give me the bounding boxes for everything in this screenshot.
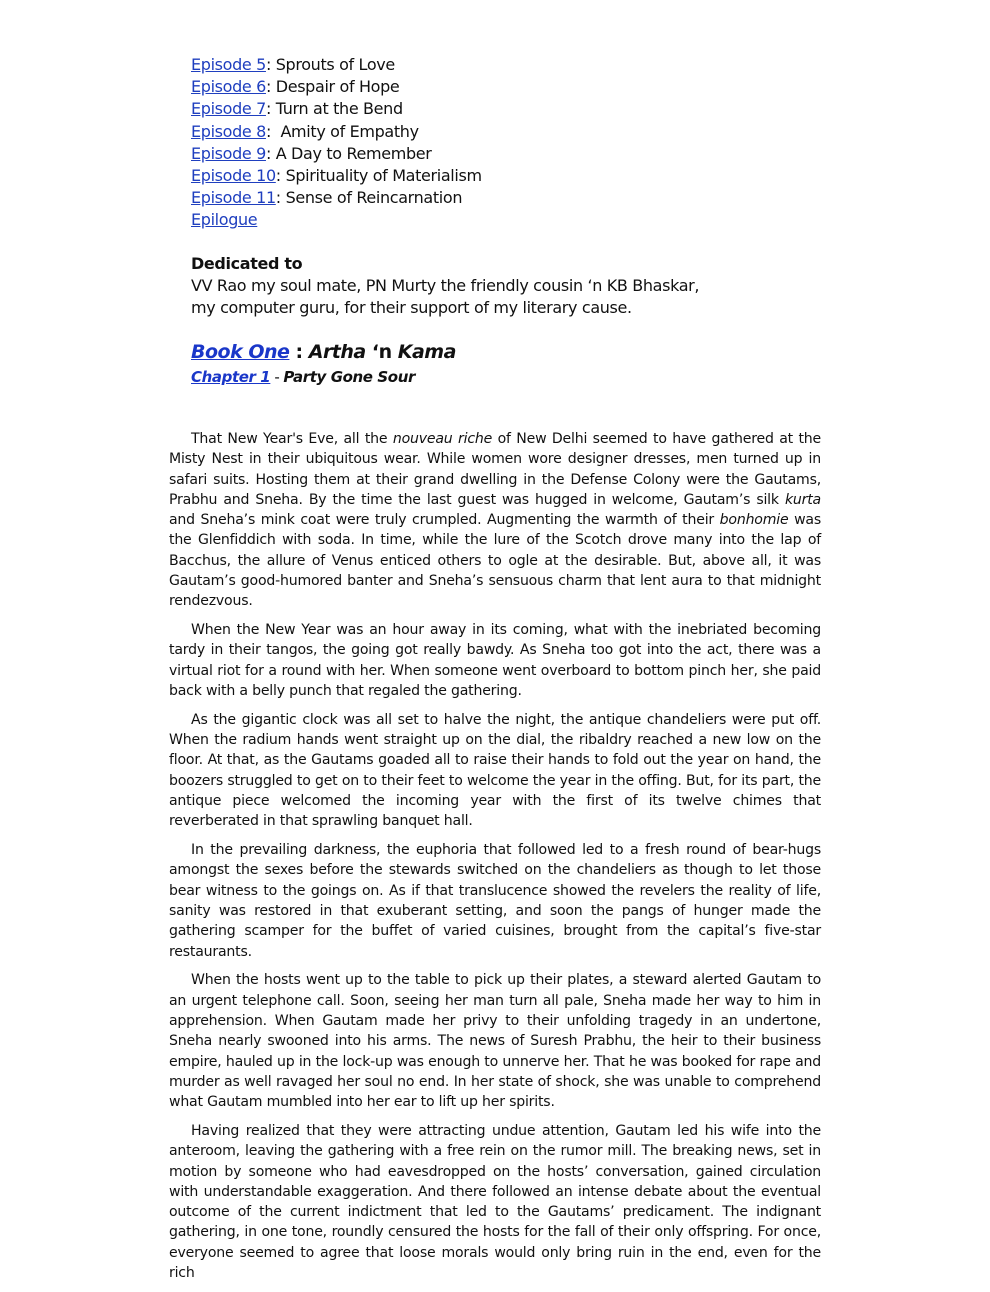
episode-9-link[interactable]: Episode 9	[191, 143, 266, 163]
book-one-link[interactable]: Book One	[191, 341, 290, 363]
paragraph: When the New Year was an hour away in its coming, what with the inebriated becoming tardy in their tangos, the going got really bawdy. As Sneha too got into the act, there was a virtual riot for a round with her. When someone went overboard to bottom pinch her, she paid back with a belly punch that regaled the gathering.	[169, 622, 821, 700]
dedication	[191, 253, 699, 319]
paragraph: In the prevailing darkness, the euphoria that followed led to a fresh round of bear-hugs amongst the sexes before the stewards switched on the chandeliers as though to let those bear witness to the goings on. As if that translucence showed the revelers the reality of life, sanity was restored in that exuberant setting, and soon the pangs of hunger made the gathering scamper for the buffet of varied cuisines, brought from the capital’s five-star restaurants.	[169, 842, 821, 960]
episode-5-link[interactable]: Episode 5	[191, 55, 266, 74]
chapter-title: Party Gone Sour	[283, 368, 415, 386]
dedication-heading: Dedicated to	[191, 254, 303, 273]
episode-10-link[interactable]: Episode 10	[191, 166, 276, 186]
episode-6-link[interactable]: Episode 6	[191, 77, 266, 97]
chapter-1-link[interactable]: Chapter 1	[191, 368, 271, 386]
toc-entry-title: : Despair of Hope	[265, 77, 400, 97]
dedication-line: my computer guru, for their support of my literary cause.	[191, 298, 632, 317]
book-heading	[191, 341, 456, 363]
paragraph-text: of New Delhi seemed to have gathered at the Misty Nest in their ubiquitous wear. While women wore designer dresses, men turned up in safari suits. Hosting them at their grand dwelling in the Defense Colony were the Gautams, Prabhu and Sneha. By the time the last guest was hugged in welcome, Gautam’s silk	[169, 431, 822, 508]
toc-entry-title: : A Day to Remember	[265, 143, 432, 163]
toc-entry-title: : Sense of Reincarnation	[275, 188, 463, 208]
chapter-heading	[191, 368, 415, 386]
toc-entry-episode-11	[191, 187, 482, 209]
paragraph: As the gigantic clock was all set to halve the night, the antique chandeliers were put off. When the radium hands went straight up on the dial, the ribaldry reached a new low on the floor. At that, as the Gautams goaded all to raise their hands to fold out the year on hand, the boozers struggled to get on to their feet to welcome the year in the offing. But, for its part, the antique piece welcomed the incoming year with the first of its twelve chimes that reverberated in that sprawling banquet hall.	[169, 711, 821, 830]
toc-entry-episode-8	[191, 121, 482, 143]
chapter-dash: -	[274, 368, 280, 386]
epilogue-link[interactable]: Epilogue	[191, 210, 258, 230]
paragraph-text: and Sneha’s mink coat were truly crumpled. Augmenting the warmth of their	[169, 512, 720, 529]
toc-entry-episode-5	[191, 54, 482, 76]
toc-entry-episode-6	[191, 76, 482, 98]
episode-8-link[interactable]: Episode 8	[191, 121, 266, 141]
toc-entry-title: : Sprouts of Love	[265, 55, 395, 74]
italic-term: nouveau riche	[392, 431, 493, 447]
italic-term: bonhomie	[719, 512, 789, 529]
toc-entry-title: : Amity of Empathy	[265, 121, 419, 141]
toc-entry-title: : Spirituality of Materialism	[275, 166, 482, 186]
book-title-part: Kama	[397, 341, 456, 363]
paragraph	[169, 429, 821, 612]
paragraph-text: That New Year's Eve, all the	[191, 431, 393, 447]
episode-11-link[interactable]: Episode 11	[191, 188, 276, 208]
book-title-conjunction: ‘n	[365, 341, 398, 363]
italic-term: kurta	[784, 491, 821, 508]
episode-7-link[interactable]: Episode 7	[191, 99, 266, 119]
paragraph-text: was the Glenfiddich with soda. In time, while the lure of the Scotch drove many into the lap of Bacchus, the allure of Venus enticed others to ogle at the desirable. But, above all, it was Gautam’s good-humored banter and Sneha’s sensuous charm that lent aura to that midnight rendezvous.	[169, 512, 822, 610]
toc-entry-episode-10	[191, 165, 482, 187]
book-title-part: Artha	[308, 341, 366, 363]
toc-entry-epilogue	[191, 209, 482, 231]
book-separator: :	[289, 341, 309, 363]
chapter-body	[169, 429, 821, 1292]
table-of-contents	[191, 54, 482, 232]
toc-entry-episode-7	[191, 98, 482, 120]
paragraph: Having realized that they were attracting undue attention, Gautam led his wife into the anteroom, leaving the gathering with a free rein on the rumor mill. The breaking news, set in motion by someone who had eavesdropped on the hosts’ conversation, gained circulation with understandable exaggeration. And there followed an intense debate about the eventual outcome of the current indictment that led to the Gautams’ predicament. The indignant gathering, in one tone, roundly censured the hosts for the fall of their only offspring. For once, everyone seemed to agree that loose morals would only bring ruin in the end, even for the rich	[169, 1123, 821, 1282]
toc-entry-episode-9	[191, 143, 482, 165]
dedication-line: VV Rao my soul mate, PN Murty the friendly cousin ‘n KB Bhaskar,	[191, 276, 700, 295]
paragraph: When the hosts went up to the table to pick up their plates, a steward alerted Gautam to an urgent telephone call. Soon, seeing her man turn all pale, Sneha made her way to him in apprehension. When Gautam made her privy to their unfolding tragedy in an undertone, Sneha nearly swooned into his arms. The news of Suresh Prabhu, the heir to their business empire, hauled up in the lock-up was enough to unnerve her. That he was booked for rape and murder as well ravaged her soul no end. In her state of shock, she was unable to comprehend what Gautam mumbled into her ear to lift up her spirits.	[169, 972, 821, 1111]
toc-entry-title: : Turn at the Bend	[265, 99, 403, 119]
